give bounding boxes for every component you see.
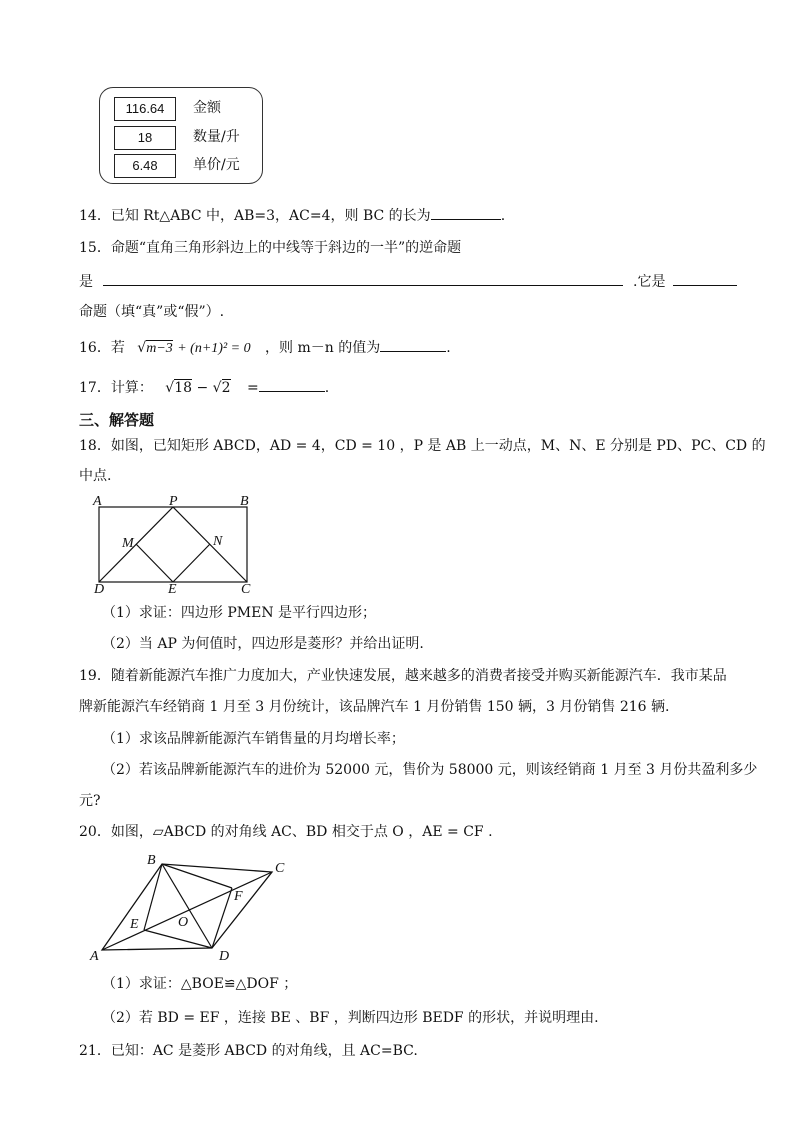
label-b: B bbox=[147, 853, 156, 868]
question-18-sub1: （1）求证：四边形 PMEN 是平行四边形； bbox=[102, 605, 377, 621]
amount-value: 116.64 bbox=[114, 97, 176, 121]
question-20-line1: 20．如图，▱ABCD 的对角线 AC、BD 相交于点 O ，AE = CF . bbox=[79, 824, 493, 840]
fuel-pump-figure bbox=[99, 87, 263, 184]
diagonal-bd bbox=[162, 864, 212, 948]
question-16: 16．若 √m−3 + (n+1)² = 0 ，则 m－n 的值为 . bbox=[79, 337, 451, 359]
question-18-sub2: （2）当 AP 为何值时，四边形是菱形？并给出证明. bbox=[102, 636, 424, 652]
amount-label: 金额 bbox=[193, 100, 221, 116]
question-19-line1: 19．随着新能源汽车推广力度加大，产业快速发展，越来越多的消费者接受并购买新能源汽车．我市某品 bbox=[79, 668, 727, 684]
answer-blank bbox=[103, 271, 623, 286]
quantity-label: 数量/升 bbox=[193, 129, 240, 145]
question-19-sub2-cont: 元? bbox=[79, 793, 101, 809]
label-c: C bbox=[241, 582, 251, 596]
label-p: P bbox=[169, 494, 178, 509]
question-18-line1: 18．如图，已知矩形 ABCD，AD = 4，CD = 10 ，P 是 AB 上一动点，M、N、E 分别是 PD、PC、CD 的 bbox=[79, 438, 766, 454]
label-n: N bbox=[213, 534, 223, 549]
label-b: B bbox=[240, 494, 249, 509]
label-c: C bbox=[275, 861, 285, 876]
question-17: 17．计算： √18 − √2 = . bbox=[79, 377, 329, 398]
rectangle-figure bbox=[90, 492, 260, 596]
label-o: O bbox=[178, 915, 189, 930]
question-15-line1: 15．命题“直角三角形斜边上的中线等于斜边的一半”的逆命题 bbox=[79, 240, 462, 256]
radical-expression: √18 − √2 bbox=[165, 380, 231, 396]
answer-blank bbox=[259, 377, 325, 392]
label-e: E bbox=[168, 582, 177, 596]
label-d: D bbox=[219, 949, 230, 962]
radical-formula: √m−3 + (n+1)² = 0 bbox=[137, 340, 251, 356]
label-m: M bbox=[122, 536, 134, 551]
segment-bf bbox=[162, 864, 232, 888]
question-20-sub2: （2）若 BD = EF ，连接 BE 、BF ，判断四边形 BEDF 的形状，并说明理由. bbox=[102, 1010, 599, 1026]
question-21-line1: 21．已知：AC 是菱形 ABCD 的对角线，且 AC=BC. bbox=[79, 1043, 418, 1059]
label-e: E bbox=[130, 917, 139, 932]
question-15-line2: 是 .它是 bbox=[79, 271, 737, 292]
question-20-sub1: （1）求证：△BOE≌△DOF ； bbox=[102, 976, 298, 992]
label-f: F bbox=[234, 889, 243, 904]
parallelogram-figure bbox=[88, 850, 298, 962]
question-14: 14．已知 Rt△ABC 中，AB=3，AC=4，则 BC 的长为 . bbox=[79, 205, 505, 226]
segment-ed bbox=[144, 930, 212, 948]
question-19-sub1: （1）求该品牌新能源汽车销售量的月均增长率； bbox=[102, 731, 405, 747]
segment-me bbox=[136, 544, 173, 582]
segment-fd bbox=[212, 888, 232, 948]
question-19-line2: 牌新能源汽车经销商 1 月至 3 月份统计，该品牌汽车 1 月份销售 150 辆，3 月份销售 216 辆. bbox=[79, 699, 670, 715]
segment-be bbox=[144, 864, 162, 930]
answer-blank bbox=[431, 205, 501, 220]
question-15-line3: 命题（填“真”或“假”）. bbox=[79, 304, 225, 320]
unit-price-label: 单价/元 bbox=[193, 157, 240, 173]
unit-price-value: 6.48 bbox=[114, 154, 176, 178]
label-a: A bbox=[93, 494, 102, 509]
label-d: D bbox=[94, 582, 105, 596]
label-a: A bbox=[90, 949, 99, 962]
question-19-sub2: （2）若该品牌新能源汽车的进价为 52000 元，售价为 58000 元，则该经销商 1 月至 3 月份共盈利多少 bbox=[102, 762, 758, 778]
answer-blank bbox=[673, 271, 737, 286]
question-14-text: 14．已知 Rt△ABC 中，AB=3，AC=4，则 BC 的长为 bbox=[79, 208, 431, 224]
quantity-value: 18 bbox=[114, 126, 176, 150]
diagonal-ac bbox=[102, 872, 272, 950]
answer-blank bbox=[380, 337, 446, 352]
segment-ne bbox=[173, 544, 210, 582]
section-heading: 三、解答题 bbox=[79, 411, 155, 429]
question-18-line2: 中点. bbox=[79, 468, 112, 484]
